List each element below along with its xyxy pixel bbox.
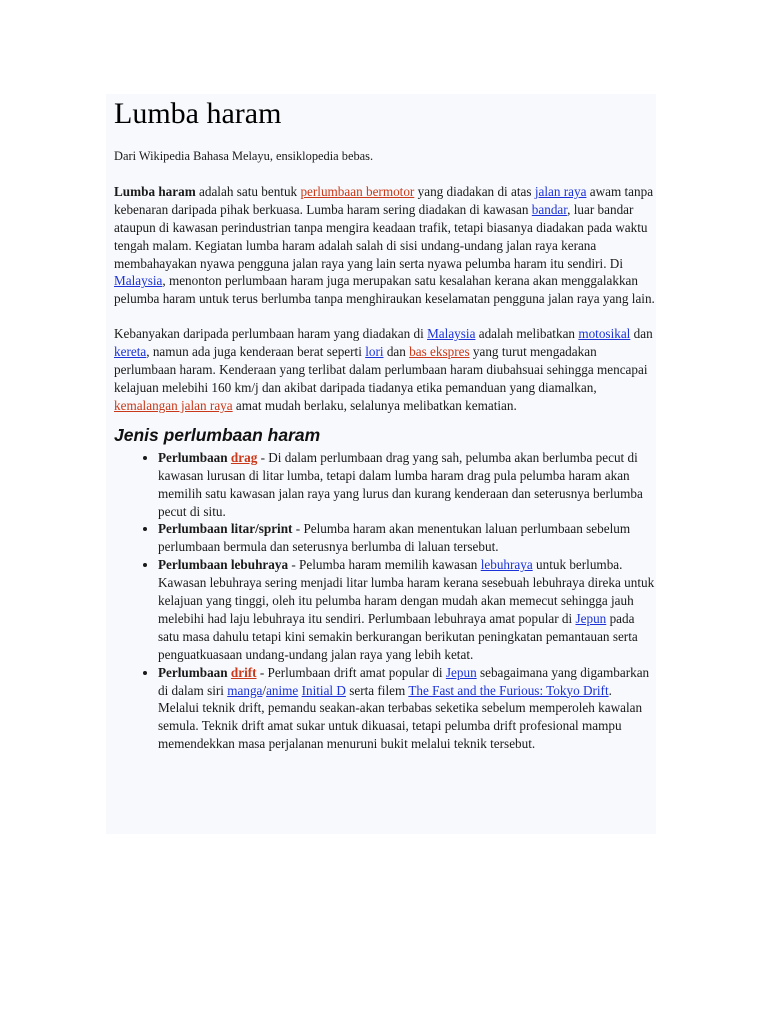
text-run: , namun ada juga kenderaan berat seperti xyxy=(146,344,366,360)
list-item-drag xyxy=(158,449,656,521)
text-run: yang turut mengadakan perlumbaan haram. Kenderaan yang terlibat dalam perlumbaan haram diubahsuai sehingga mencapai kelajuan melebihi 160 km/j dan akibat daripada tiadanya etika pemanduan yang diamalkan, xyxy=(114,344,648,395)
item-bold: Perlumbaan xyxy=(158,449,231,465)
item-text: sebagaimana yang digambarkan di dalam siri xyxy=(158,664,650,698)
article-content xyxy=(114,96,656,753)
item-bold: Perlumbaan litar/sprint xyxy=(158,521,293,537)
item-bold: Perlumbaan lebuhraya xyxy=(158,557,289,573)
link-jepun[interactable]: Jepun xyxy=(575,610,607,626)
link-bas-ekspres[interactable]: bas ekspres xyxy=(409,344,470,360)
link-bandar[interactable]: bandar xyxy=(531,201,568,217)
section-heading: Jenis perlumbaan haram xyxy=(114,424,321,445)
text-run: amat mudah berlaku, selalunya melibatkan kematian. xyxy=(232,397,517,413)
text-run: dan xyxy=(630,326,653,342)
link-lebuhraya[interactable]: lebuhraya xyxy=(480,557,533,573)
link-anime[interactable]: anime xyxy=(266,682,299,698)
link-kemalangan-jalan-raya[interactable]: kemalangan jalan raya xyxy=(114,397,233,413)
bold-term: Lumba haram xyxy=(114,183,196,199)
text-run: awam tanpa kebenaran daripada pihak berkuasa. Lumba haram sering diadakan di kawasan xyxy=(114,183,654,217)
item-text: - Di dalam perlumbaan drag yang sah, pelumba akan berlumba pecut di kawasan lurusan di litar lumba, tetapi dalam lumba haram drag pula pelumba haram akan memilih satu kawasan jalan raya yang lurus dan kurang kenderaan dan seterusnya berlumba pecut di situ. xyxy=(158,449,643,519)
item-text: - Pelumba haram memilih kawasan xyxy=(288,557,481,573)
text-run: adalah satu bentuk xyxy=(195,183,301,199)
link-malaysia[interactable]: Malaysia xyxy=(114,273,163,289)
intro-paragraph xyxy=(114,183,656,308)
text-run: Kebanyakan daripada perlumbaan haram yang diadakan di xyxy=(114,326,428,342)
link-jepun-2[interactable]: Jepun xyxy=(445,664,477,680)
item-text: serta filem xyxy=(345,682,409,698)
link-drift[interactable]: drift xyxy=(230,664,257,680)
list-item-lebuhraya xyxy=(158,556,656,663)
tagline: Dari Wikipedia Bahasa Melayu, ensiklopedia bebas. xyxy=(114,149,374,163)
list-item-litar xyxy=(158,520,656,556)
link-manga[interactable]: manga xyxy=(227,682,263,698)
link-motosikal[interactable]: motosikal xyxy=(578,326,631,342)
text-run: adalah melibatkan xyxy=(475,326,579,342)
item-text: . Melalui teknik drift, pemandu seakan-akan terbabas seketika sebelum memperoleh kawalan semula. Teknik drift amat sukar untuk dikuasai, tetapi pelumba drift profesional mampu memendekkan masa perjalanan menuruni bukit melalui teknik tersebut. xyxy=(158,682,643,752)
item-text: pada satu masa dahulu tetapi kini semakin berkurangan berikutan peningkatan pemantauan serta penguatkuasaan undang-undang jalan raya yang lebih ketat. xyxy=(158,610,638,662)
link-initial-d[interactable]: Initial D xyxy=(301,682,346,698)
text-run: yang diadakan di atas xyxy=(414,183,535,199)
item-bold: Perlumbaan xyxy=(158,664,231,680)
link-drag[interactable]: drag xyxy=(230,449,258,465)
link-fast-and-furious[interactable]: The Fast and the Furious: Tokyo Drift xyxy=(408,682,609,698)
second-paragraph xyxy=(114,325,656,415)
text-run: , luar bandar ataupun di kawasan perindustrian tanpa mengira keadaan trafik, tetapi biasanya diadakan pada waktu tengah malam. Kegiatan lumba haram adalah salah di sisi undang-undang jalan raya kerana membahayakan nyawa pengguna jalan raya yang lain serta nyawa pelumba haram itu sendiri. Di xyxy=(114,201,648,271)
link-kereta[interactable]: kereta xyxy=(114,344,147,360)
item-text: - Pelumba haram akan menentukan laluan perlumbaan sebelum perlumbaan bermula dan seterusnya berlumba di laluan tersebut. xyxy=(158,521,631,555)
link-perlumbaan-bermotor[interactable]: perlumbaan bermotor xyxy=(300,183,415,199)
item-text: - Perlumbaan drift amat popular di xyxy=(256,664,446,680)
text-run: dan xyxy=(383,344,410,360)
link-lori[interactable]: lori xyxy=(365,344,384,360)
slash-separator: / xyxy=(262,682,267,698)
link-jalan-raya[interactable]: jalan raya xyxy=(534,183,587,199)
item-text: untuk berlumba. Kawasan lebuhraya sering menjadi litar lumba haram kerana sesebuah lebuhraya direka untuk kelajuan yang tinggi, oleh itu pelumba haram dengan mudah akan memecut sehingga jauh melebihi had laju lebuhraya itu sendiri. Perlumbaan lebuhraya amat popular di xyxy=(158,557,655,626)
link-malaysia-2[interactable]: Malaysia xyxy=(427,326,476,342)
list-item-drift xyxy=(158,664,656,754)
race-type-list xyxy=(114,449,656,753)
text-run: , menonton perlumbaan haram juga merupakan satu kesalahan kerana akan menggalakkan pelumba haram untuk terus berlumba tanpa menghiraukan keselamatan pengguna jalan raya yang lain. xyxy=(114,273,655,307)
page-title: Lumba haram xyxy=(114,97,282,130)
